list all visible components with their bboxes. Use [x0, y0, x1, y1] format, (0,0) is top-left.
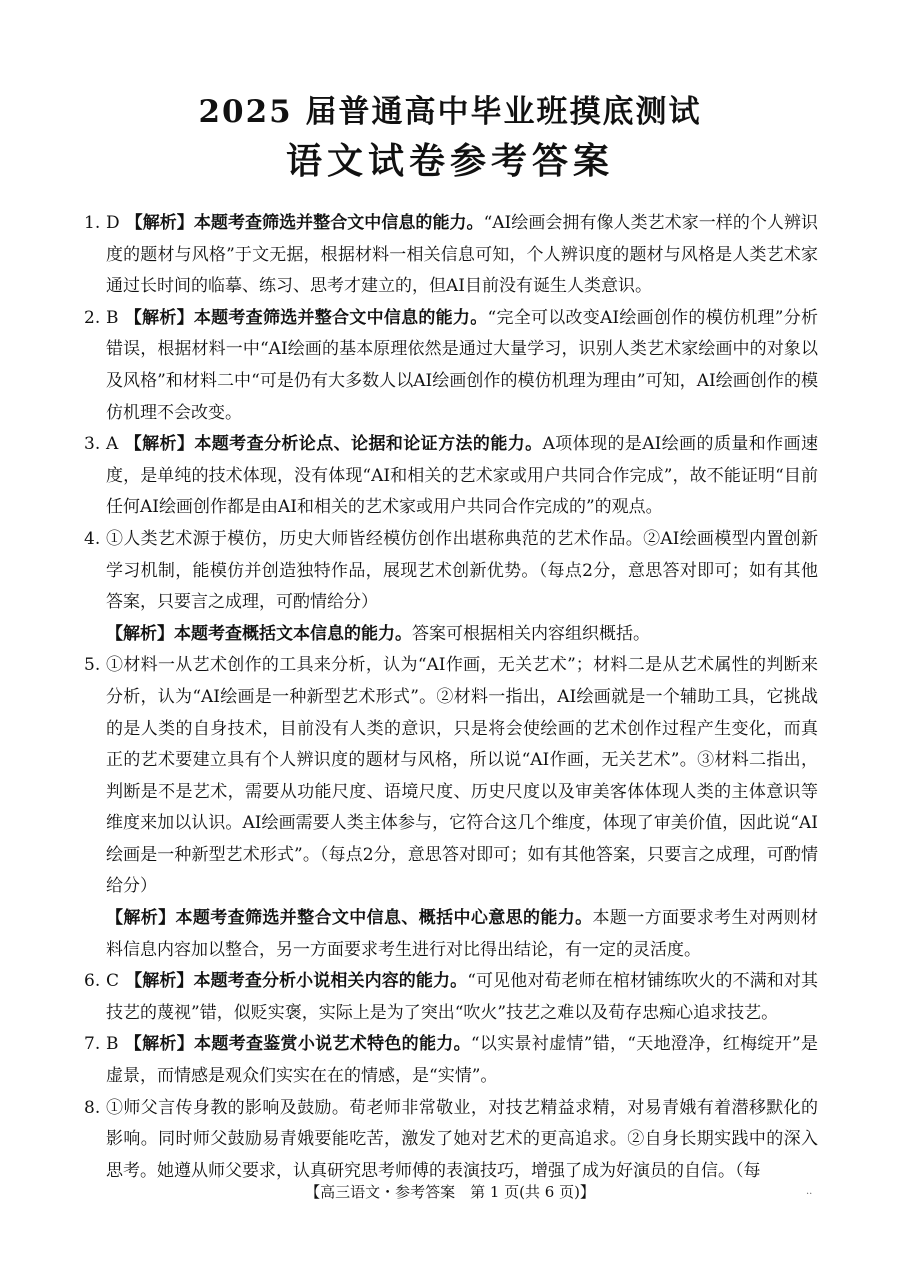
analysis-paragraph-4 — [86, 619, 818, 651]
exam-title: 2025 届普通高中毕业班摸底测试 — [198, 94, 702, 130]
answer-option: A — [106, 434, 119, 455]
analysis-bracket: 【解析】 — [125, 213, 194, 233]
ability-point: 本题考查分析论点、论据和论证方法的能力。 — [194, 434, 543, 455]
answer-text: “可见他对荀老师在棺材铺练吹火的不满和对其技艺的蔑视”错，似贬实褒，实际上是为了突出“吹火”技艺之难以及荀存忠痴心追求技艺。 — [106, 971, 818, 1023]
ability-point: 本题考查筛选并整合文中信息的能力。 — [193, 307, 488, 328]
answer-item-7 — [86, 1029, 818, 1092]
answer-text: ①人类艺术源于模仿，历史大师皆经模仿创作出堪称典范的艺术作品。②AI绘画模型内置创新学习机制，能模仿并创造独特作品，展现艺术创新优势。（每点2分，意思答对即可；如有其他答案，只要言之成理，可酌情给分） — [106, 528, 818, 613]
item-number: 3. — [84, 434, 101, 455]
ability-point: 本题考查分析小说相关内容的能力。 — [193, 971, 468, 992]
answer-item-8 — [86, 1093, 818, 1188]
item-number: 6. — [84, 971, 101, 992]
analysis-bracket: 【解析】 — [124, 307, 194, 328]
answer-list — [86, 208, 818, 1187]
answer-text: “AI绘画会拥有像人类艺术家一样的个人辨识度的题材与风格”于文无据，根据材料一相关信息可知，个人辨识度的题材与风格是人类艺术家通过长时间的临摹、练习、思考才建立的，但AI目前没有诞生人类意识。 — [106, 213, 819, 297]
analysis-paragraph-5 — [86, 903, 818, 966]
answer-text: “完全可以改变AI绘画创作的模仿机理”分析错误，根据材料一中“AI绘画的基本原理依然是通过大量学习，识别人类艺术家绘画中的对象以及风格”和材料二中“可是仍有大多数人以AI绘画创作的模仿机理为理由”可知，AI绘画创作的模仿机理不会改变。 — [106, 307, 819, 423]
item-number: 2. — [84, 307, 101, 328]
answer-option: C — [106, 971, 120, 992]
ability-point: 本题考查筛选并整合文中信息、概括中心意思的能力。 — [175, 908, 593, 929]
item-number: 8. — [84, 1097, 101, 1118]
analysis-bracket: 【解析】 — [124, 434, 195, 455]
analysis-bracket: 【解析】 — [106, 908, 176, 929]
answer-item-2 — [86, 303, 818, 429]
answer-text: ①材料一从艺术创作的工具来分析，认为“AI作画，无关艺术”；材料二是从艺术属性的判断来分析，认为“AI绘画是一种新型艺术形式”。②材料一指出，AI绘画就是一个辅助工具，它挑战的是人类的自身技术，目前没有人类的意识，只是将会使绘画的艺术创作过程产生变化，而真正的艺术要建立具有个人辨识度的题材与风格，所以说“AI作画，无关艺术”。③材料二指出，判断是不是艺术，需要从功能尺度、语境尺度、历史尺度以及审美客体体现人类的主体意识等维度来加以认识。AI绘画需要人类主体参与，它符合这几个维度，体现了审美价值，因此说“AI绘画是一种新型艺术形式”。（每点2分，意思答对即可；如有其他答案，只要言之成理，可酌情给分） — [106, 655, 818, 897]
item-number: 1. — [84, 213, 101, 233]
answer-option: D — [106, 213, 120, 233]
analysis-bracket: 【解析】 — [125, 971, 194, 992]
ability-point: 本题考查概括文本信息的能力。 — [174, 623, 412, 644]
item-number: 7. — [84, 1034, 101, 1055]
ability-point: 本题考查筛选并整合文中信息的能力。 — [193, 213, 484, 233]
answer-item-4 — [86, 524, 818, 619]
corner-mark: .. — [806, 1186, 813, 1197]
analysis-bracket: 【解析】 — [124, 1034, 195, 1055]
answer-item-3 — [86, 429, 818, 524]
answer-text: A项体现的是AI绘画的质量和作画速度，是单纯的技术体现，没有体现“AI和相关的艺术家或用户共同合作完成”，故不能证明“目前任何AI绘画创作都是由AI和相关的艺术家或用户共同合作完成的”的观点。 — [106, 434, 818, 518]
page-footer: 【高三语文・参考答案 第 1 页(共 6 页)】 — [305, 1183, 595, 1201]
ability-point: 本题考查鉴赏小说艺术特色的能力。 — [194, 1034, 471, 1055]
analysis-text: 答案可根据相关内容组织概括。 — [412, 623, 650, 644]
answer-item-1 — [86, 208, 818, 303]
analysis-bracket: 【解析】 — [106, 623, 174, 644]
answer-text: “以实景衬虚情”错，“天地澄净，红梅绽开”是虚景，而情感是观众们实实在在的情感，是“实情”。 — [106, 1034, 819, 1087]
answer-option: B — [106, 307, 119, 328]
item-number: 5. — [84, 655, 101, 676]
answer-item-6 — [86, 966, 818, 1029]
analysis-text: 本题一方面要求考生对两则材料信息内容加以整合，另一方面要求考生进行对比得出结论，有一定的灵活度。 — [106, 908, 818, 960]
answer-item-5 — [86, 650, 818, 903]
document-subtitle: 语文试卷参考答案 — [285, 140, 614, 182]
answer-text: ①师父言传身教的影响及鼓励。荀老师非常敬业，对技艺精益求精，对易青娥有着潜移默化的影响。同时师父鼓励易青娥要能吃苦，激发了她对艺术的更高追求。②自身长期实践中的深入思考。她遵从师父要求，认真研究思考师傅的表演技巧，增强了成为好演员的自信。（每 — [106, 1097, 818, 1181]
item-number: 4. — [84, 528, 101, 549]
answer-option: B — [106, 1034, 119, 1055]
